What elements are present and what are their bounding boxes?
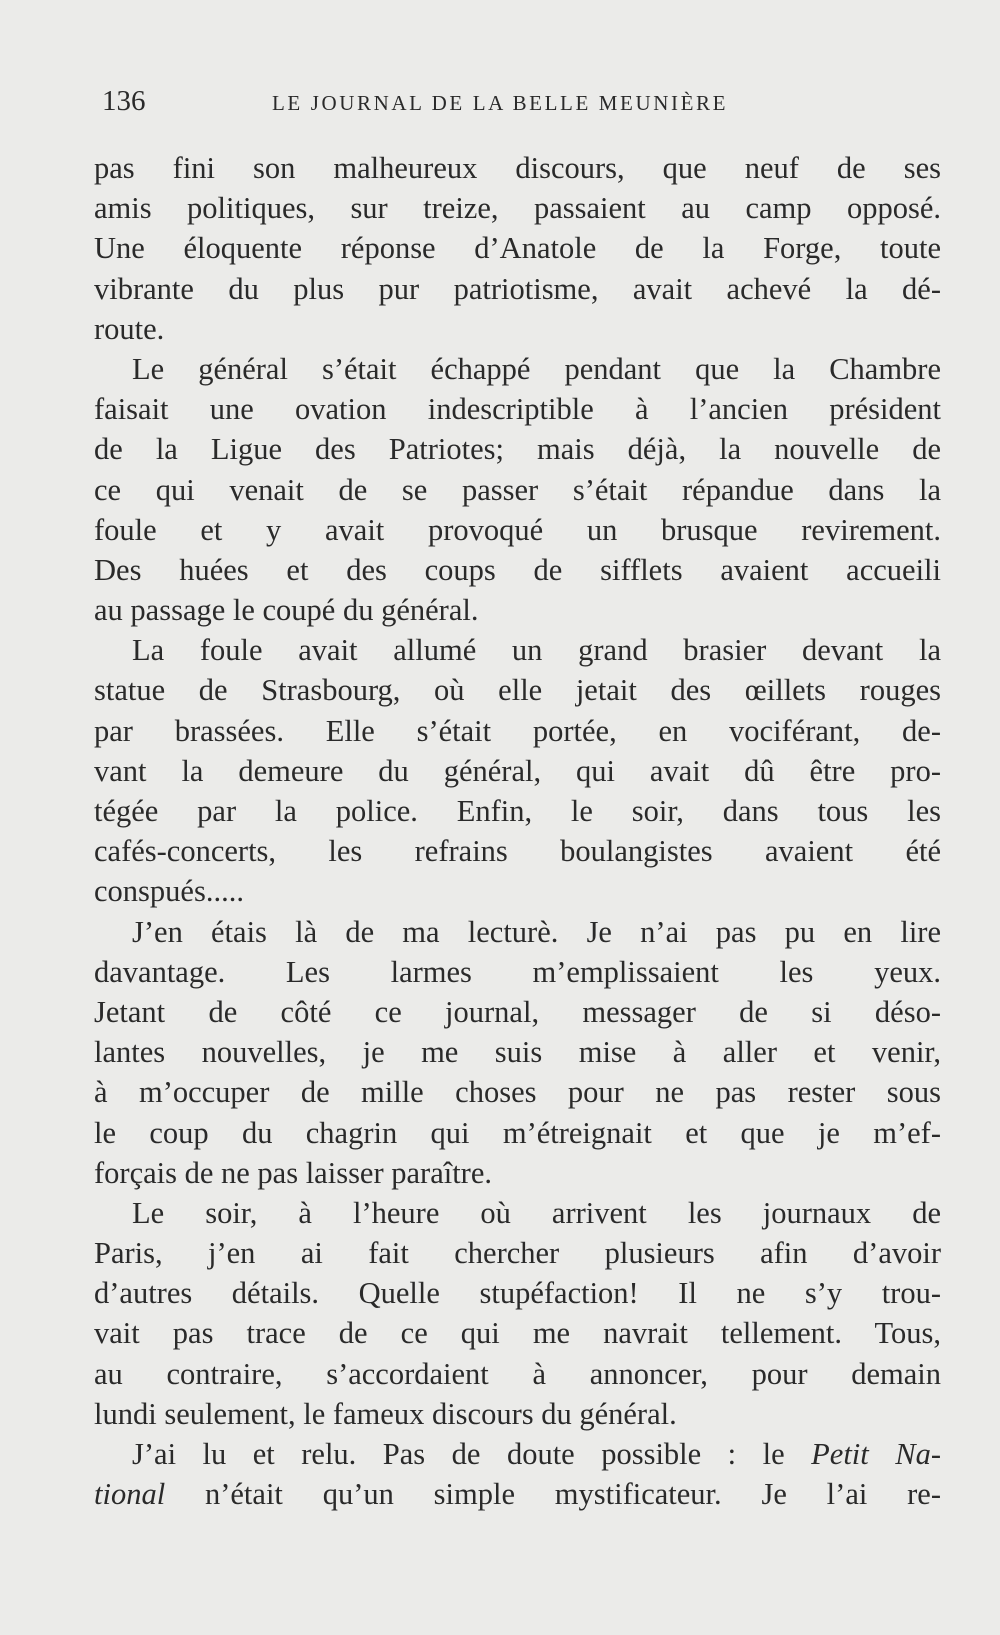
text-line: conspués..... — [94, 874, 244, 909]
text-line-mixed — [94, 1434, 941, 1474]
text-line: La foule avait allumé un grand brasier devant la — [132, 633, 941, 668]
text-line: de la Ligue des Patriotes; mais déjà, la nouvelle de — [94, 432, 941, 467]
text-line: Le général s’était échappé pendant que la Chambre — [132, 351, 941, 386]
text-line: vibrante du plus pur patriotisme, avait achevé la dé- — [94, 271, 941, 306]
text-line: par brassées. Elle s’était portée, en vociférant, de- — [94, 713, 941, 748]
body-text — [94, 148, 941, 1514]
text-line: foule et y avait provoqué un brusque revirement. — [94, 512, 941, 547]
text-line: amis politiques, sur treize, passaient au camp opposé. — [94, 191, 941, 226]
text-line: au contraire, s’accordaient à annoncer, pour demain — [94, 1356, 941, 1391]
text-line: pas fini son malheureux discours, que neuf de ses — [94, 151, 941, 185]
text-line: tégée par la police. Enfin, le soir, dans tous les — [94, 794, 941, 828]
text-line: davantage. Les larmes m’emplissaient les yeux. — [94, 954, 941, 989]
text-line: lundi seulement, le fameux discours du général. — [94, 1396, 677, 1431]
text-line: à m’occuper de mille choses pour ne pas rester sous — [94, 1075, 941, 1110]
text-line: vait pas trace de ce qui me navrait tellement. Tous, — [94, 1316, 941, 1351]
text-line: Une éloquente réponse d’Anatole de la Forge, toute — [94, 231, 941, 266]
text-line: Le soir, à l’heure où arrivent les journaux de — [132, 1195, 941, 1230]
text-line: vant la demeure du général, qui avait dû être pro- — [94, 753, 941, 788]
running-title: LE JOURNAL DE LA BELLE MEUNIÈRE — [272, 91, 729, 115]
page-number: 136 — [102, 85, 146, 117]
running-head — [102, 84, 792, 118]
text-line: statue de Strasbourg, où elle jetait des œillets rouges — [94, 673, 941, 708]
text-line: cafés-concerts, les refrains boulangistes avaient été — [94, 834, 941, 869]
text-line: Paris, j’en ai fait chercher plusieurs afin d’avoir — [94, 1236, 941, 1271]
text-line: au passage le coupé du général. — [94, 593, 479, 628]
text-line: route. — [94, 311, 165, 346]
text-segment: J’ai lu et relu. Pas de doute possible : le — [132, 1437, 785, 1471]
text-line: Des huées et des coups de sifflets avaient accueili — [94, 552, 941, 587]
text-line-mixed — [94, 1474, 941, 1514]
text-line: forçais de ne pas laisser paraître. — [94, 1155, 493, 1190]
text-line: le coup du chagrin qui m’étreignait et que je m’ef- — [94, 1115, 941, 1150]
text-line: faisait une ovation indescriptible à l’ancien président — [94, 392, 941, 427]
text-line: ce qui venait de se passer s’était répandue dans la — [94, 472, 941, 507]
text-line: J’en étais là de ma lecturè. Je n’ai pas pu en lire — [132, 914, 941, 949]
text-line: Jetant de côté ce journal, messager de si déso- — [94, 994, 941, 1029]
italic-title: tional — [94, 1477, 166, 1512]
text-segment: n’était qu’un simple mystificateur. Je l’ai re- — [204, 1477, 941, 1512]
text-line: lantes nouvelles, je me suis mise à aller et venir, — [94, 1035, 941, 1070]
text-line: d’autres détails. Quelle stupéfaction! Il ne s’y trou- — [94, 1276, 941, 1311]
italic-title: Petit Na- — [811, 1437, 941, 1471]
